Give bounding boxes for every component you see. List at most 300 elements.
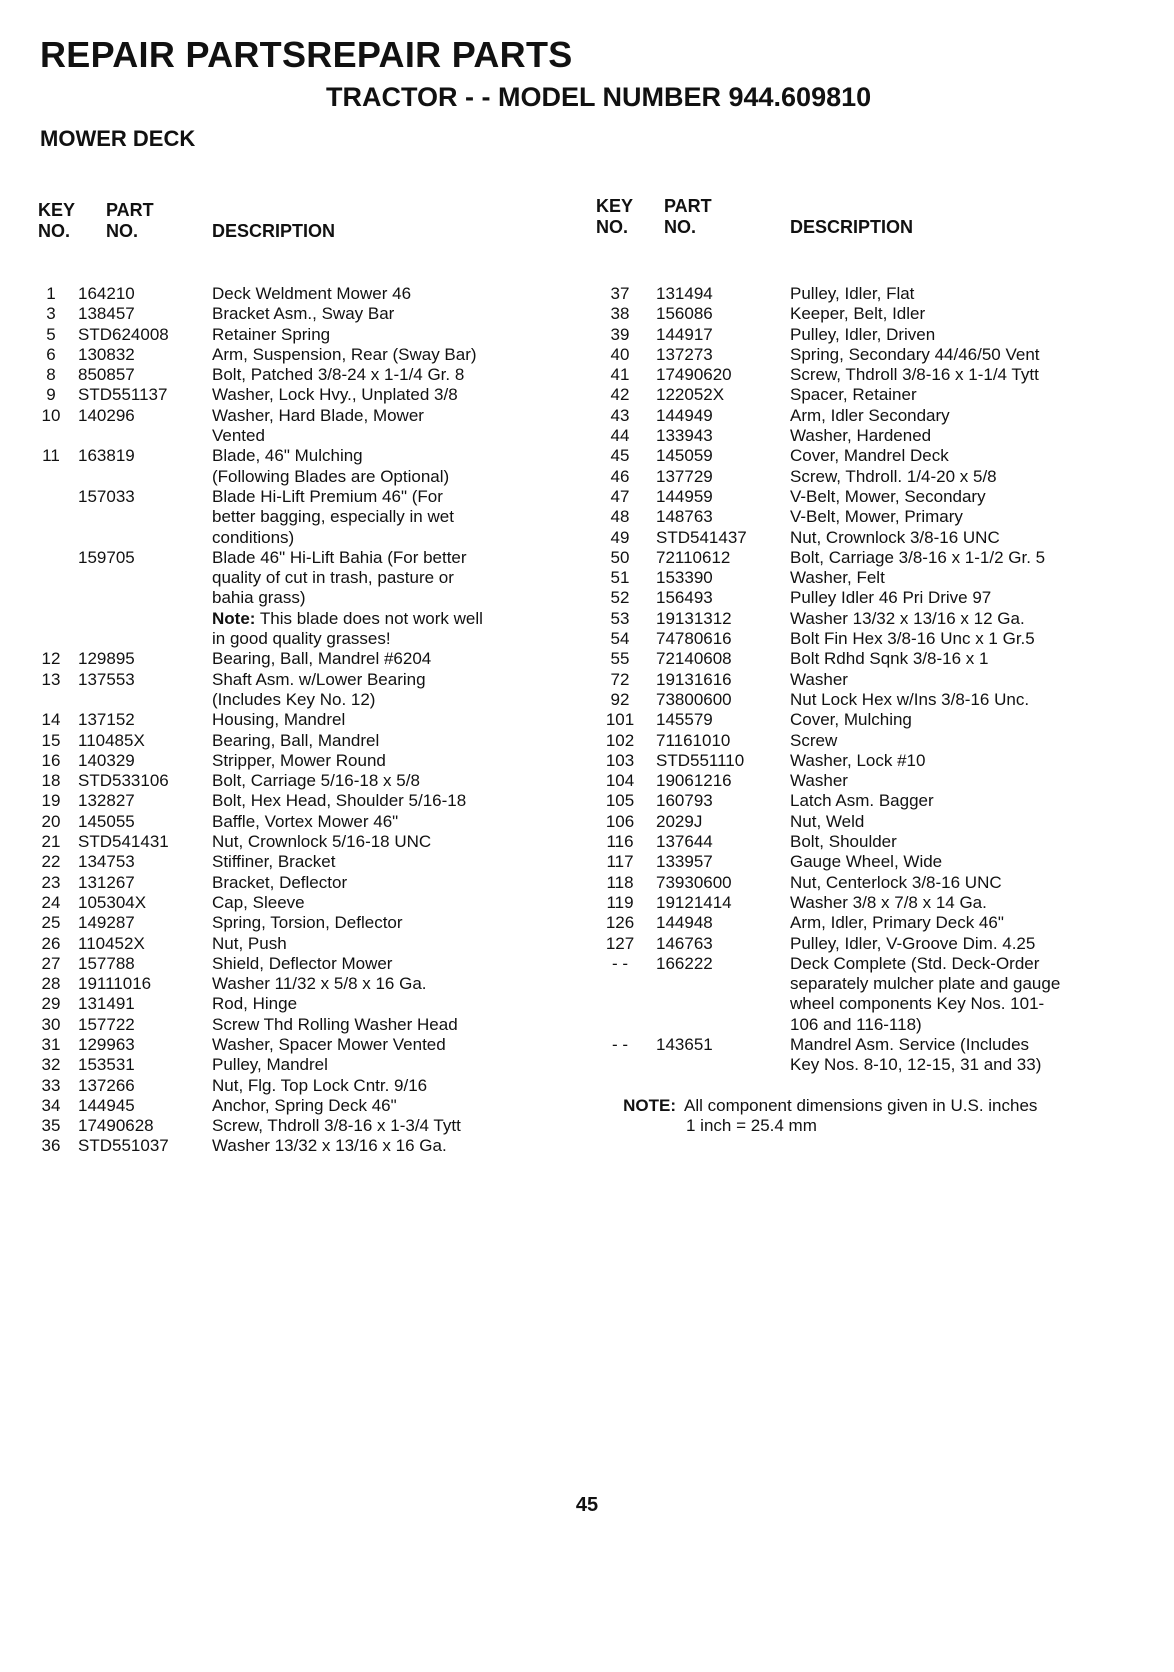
part-description: Screw <box>790 730 838 750</box>
part-number <box>68 690 212 710</box>
part-number: 72110612 <box>656 547 731 567</box>
note-line-2: 1 inch = 25.4 mm <box>686 1115 817 1135</box>
table-row <box>594 629 1154 649</box>
part-number: 143651 <box>656 1034 713 1054</box>
key-number: 29 <box>41 994 61 1014</box>
part-description: Arm, Idler Secondary <box>790 405 950 425</box>
table-row <box>594 284 1154 304</box>
part-description: wheel components Key Nos. 101- <box>790 994 1045 1014</box>
key-number: 16 <box>41 750 61 770</box>
part-number: 157033 <box>78 486 135 506</box>
key-number: 43 <box>610 405 630 425</box>
table-row <box>34 365 574 385</box>
part-description: Washer <box>790 669 848 689</box>
key-number <box>34 487 68 507</box>
part-description: Shaft Asm. w/Lower Bearing <box>212 669 426 689</box>
part-number: 105304X <box>78 892 147 912</box>
key-number: 45 <box>610 446 630 466</box>
part-number: STD541437 <box>656 527 747 547</box>
table-row <box>594 1035 1154 1055</box>
part-number: 153390 <box>656 568 713 588</box>
part-number: STD551037 <box>78 1136 169 1156</box>
key-number: 10 <box>41 405 61 425</box>
table-row <box>34 974 574 994</box>
part-number <box>646 974 790 994</box>
table-row <box>34 284 574 304</box>
part-number: 73930600 <box>656 872 732 892</box>
key-number: 46 <box>610 466 630 486</box>
table-row <box>34 1136 574 1156</box>
table-row <box>34 528 574 548</box>
key-number: 116 <box>606 832 634 852</box>
key-number <box>34 609 68 629</box>
part-header-line1: PART <box>106 200 154 220</box>
part-description: Washer, Hard Blade, Mower <box>212 405 424 425</box>
part-number: 146763 <box>656 933 713 953</box>
key-number <box>34 426 68 446</box>
part-number: 71161010 <box>656 730 731 750</box>
part-number: 156086 <box>656 304 713 324</box>
key-number: 54 <box>610 629 630 649</box>
table-row <box>594 812 1154 832</box>
page-title: REPAIR PARTSREPAIR PARTS <box>40 34 573 75</box>
part-number: 132827 <box>78 791 135 811</box>
table-row <box>594 913 1154 933</box>
table-row <box>594 852 1154 872</box>
key-number: 18 <box>41 771 61 791</box>
part-description: Bearing, Ball, Mandrel <box>212 730 380 750</box>
table-row <box>34 710 574 730</box>
part-number: 74780616 <box>656 629 732 649</box>
table-row <box>594 934 1154 954</box>
part-number: 19131616 <box>656 669 732 689</box>
key-number: 48 <box>610 507 630 527</box>
part-description: Pulley, Idler, Flat <box>790 284 915 303</box>
table-row <box>34 954 574 974</box>
part-number <box>68 629 212 649</box>
part-number: 850857 <box>78 365 135 385</box>
key-number <box>34 467 68 487</box>
part-number <box>68 588 212 608</box>
table-row <box>594 1015 1154 1035</box>
key-number: 53 <box>610 608 630 628</box>
part-number: 19121414 <box>656 892 732 912</box>
part-description: Bolt, Shoulder <box>790 832 897 852</box>
key-number: 25 <box>41 913 61 933</box>
table-row <box>34 406 574 426</box>
part-number <box>646 994 790 1014</box>
part-number: 131494 <box>656 284 713 303</box>
key-number: 31 <box>41 1034 61 1054</box>
part-header-line2: NO. <box>106 221 139 241</box>
part-description: Nut, Crownlock 3/8-16 UNC <box>790 527 1000 547</box>
key-number: 15 <box>41 730 61 750</box>
part-description: Washer 3/8 x 7/8 x 14 Ga. <box>790 892 987 912</box>
part-number <box>68 467 212 487</box>
part-description: separately mulcher plate and gauge <box>790 974 1061 994</box>
part-number: STD533106 <box>78 771 169 791</box>
note-line-1: All component dimensions given in U.S. inches <box>684 1095 1038 1115</box>
part-description: Screw, Thdroll. 1/4-20 x 5/8 <box>790 466 997 486</box>
table-row <box>34 1035 574 1055</box>
key-number: 102 <box>605 730 635 750</box>
part-description: bahia grass) <box>212 588 306 608</box>
key-number: 1 <box>46 284 56 303</box>
part-description: Nut, Push <box>212 933 287 953</box>
part-number: 137729 <box>656 466 713 486</box>
part-description: Cover, Mulching <box>790 710 912 730</box>
table-row <box>34 649 574 669</box>
part-description: Bolt Rdhd Sqnk 3/8-16 x 1 <box>790 649 989 669</box>
table-row <box>594 873 1154 893</box>
table-row <box>34 1015 574 1035</box>
key-number: 6 <box>46 344 56 364</box>
key-number: 20 <box>41 811 61 831</box>
part-description <box>212 609 574 629</box>
part-number <box>68 568 212 588</box>
part-description: Bolt, Hex Head, Shoulder 5/16-18 <box>212 791 467 811</box>
part-description: Deck Weldment Mower 46 <box>212 284 412 303</box>
part-number: 19111016 <box>78 974 152 994</box>
table-row <box>34 913 574 933</box>
table-row <box>34 1076 574 1096</box>
key-number <box>594 994 646 1014</box>
part-description: V-Belt, Mower, Secondary <box>790 486 986 506</box>
part-description: Spring, Secondary 44/46/50 Vent <box>790 344 1040 364</box>
part-description: Key Nos. 8-10, 12-15, 31 and 33) <box>790 1055 1042 1075</box>
table-row <box>594 609 1154 629</box>
part-description: Bolt Fin Hex 3/8-16 Unc x 1 Gr.5 <box>790 629 1035 649</box>
table-row <box>34 1055 574 1075</box>
section-title: MOWER DECK <box>40 126 196 151</box>
key-number: 38 <box>610 304 630 324</box>
key-number: 55 <box>610 649 630 669</box>
part-number: 144948 <box>656 913 713 933</box>
table-row <box>34 507 574 527</box>
key-number: 103 <box>605 750 635 770</box>
key-header-line2: NO. <box>38 221 71 241</box>
table-row <box>34 446 574 466</box>
part-number: 137152 <box>78 710 135 730</box>
part-description: Vented <box>212 426 265 446</box>
key-number: 47 <box>610 486 630 506</box>
key-number: 27 <box>41 953 61 973</box>
table-row <box>34 609 574 629</box>
part-description: Anchor, Spring Deck 46" <box>212 1095 397 1115</box>
note-text: This blade does not work well <box>255 608 483 628</box>
part-description: Nut, Weld <box>790 811 865 831</box>
note-body <box>684 1096 1037 1137</box>
part-number: 144959 <box>656 486 713 506</box>
part-number: 133957 <box>656 852 713 872</box>
key-number: 21 <box>41 832 61 852</box>
part-number: 145055 <box>78 811 135 831</box>
key-number: 92 <box>610 689 630 709</box>
part-number: STD541431 <box>78 832 169 852</box>
key-header-line1: KEY <box>596 196 634 216</box>
key-number: 9 <box>46 385 56 405</box>
key-number: 23 <box>41 872 61 892</box>
table-row <box>594 670 1154 690</box>
table-row <box>34 771 574 791</box>
part-number: 2029J <box>656 811 703 831</box>
part-description: Pulley, Idler, Driven <box>790 324 936 344</box>
part-description: Bracket, Deflector <box>212 872 348 892</box>
key-number <box>34 507 68 527</box>
key-number: 119 <box>606 892 634 912</box>
model-number-title: TRACTOR - - MODEL NUMBER 944.609810 <box>326 82 872 112</box>
part-description: 106 and 116-118) <box>790 1014 922 1034</box>
key-number: 22 <box>41 852 61 872</box>
part-description: Mandrel Asm. Service (Includes <box>790 1034 1030 1054</box>
key-number: 13 <box>41 669 61 689</box>
part-number: 17490628 <box>78 1116 154 1136</box>
table-row <box>34 873 574 893</box>
part-number: 153531 <box>78 1055 135 1075</box>
part-number: 134753 <box>78 852 135 872</box>
part-number: 122052X <box>656 385 725 405</box>
key-number: 19 <box>41 791 61 811</box>
key-number: 35 <box>41 1116 61 1136</box>
part-description: Retainer Spring <box>212 324 331 344</box>
table-row <box>594 791 1154 811</box>
part-description: Blade Hi-Lift Premium 46" (For <box>212 486 443 506</box>
key-number: 126 <box>605 913 635 933</box>
part-description: (Following Blades are Optional) <box>212 466 450 486</box>
key-number: 3 <box>46 304 56 324</box>
key-number: 105 <box>605 791 635 811</box>
key-number <box>34 568 68 588</box>
column-headers-left <box>34 200 574 250</box>
key-number: 33 <box>41 1075 61 1095</box>
key-number: 44 <box>610 426 630 446</box>
key-number: 127 <box>605 933 635 953</box>
part-number: STD551110 <box>656 750 745 770</box>
part-number: 19061216 <box>656 771 732 791</box>
key-number: 50 <box>610 547 630 567</box>
key-number: 40 <box>610 344 630 364</box>
table-row <box>594 446 1154 466</box>
table-row <box>34 467 574 487</box>
part-number: 144949 <box>656 405 713 425</box>
table-row <box>34 1116 574 1136</box>
key-number <box>34 528 68 548</box>
key-number <box>594 974 646 994</box>
part-description: Nut Lock Hex w/Ins 3/8-16 Unc. <box>790 689 1030 709</box>
table-row <box>594 731 1154 751</box>
part-description: Cap, Sleeve <box>212 892 305 912</box>
key-header-line2: NO. <box>596 217 629 237</box>
part-number: 148763 <box>656 507 713 527</box>
part-number: 131267 <box>78 872 135 892</box>
key-number <box>34 629 68 649</box>
table-row <box>34 487 574 507</box>
page-number: 45 <box>575 1494 599 1516</box>
part-number: 156493 <box>656 588 713 608</box>
table-row <box>34 548 574 568</box>
part-number: 144945 <box>78 1095 135 1115</box>
part-description: Stiffiner, Bracket <box>212 852 336 872</box>
part-description: Pulley Idler 46 Pri Drive 97 <box>790 588 992 608</box>
part-number: 160793 <box>656 791 713 811</box>
part-number: 157788 <box>78 953 135 973</box>
key-number <box>594 1015 646 1035</box>
part-description: Keeper, Belt, Idler <box>790 304 926 324</box>
table-row <box>34 1096 574 1116</box>
part-number: 149287 <box>78 913 135 933</box>
part-description: Pulley, Mandrel <box>212 1055 328 1075</box>
key-number <box>34 548 68 568</box>
key-number: 14 <box>41 710 61 730</box>
part-description: Bolt, Patched 3/8-24 x 1-1/4 Gr. 8 <box>212 365 465 385</box>
part-number: 137273 <box>656 344 713 364</box>
key-header-line1: KEY <box>38 200 76 220</box>
part-number: 138457 <box>78 304 135 324</box>
part-description: Washer 13/32 x 13/16 x 16 Ga. <box>212 1136 447 1156</box>
part-description: (Includes Key No. 12) <box>212 689 376 709</box>
part-description: Washer 13/32 x 13/16 x 12 Ga. <box>790 608 1025 628</box>
table-row <box>594 771 1154 791</box>
part-number: 157722 <box>78 1014 135 1034</box>
part-number: 159705 <box>78 547 135 567</box>
note-label: NOTE: <box>623 1095 676 1115</box>
table-row <box>594 832 1154 852</box>
part-number: 73800600 <box>656 689 732 709</box>
key-number: 11 <box>42 446 60 466</box>
key-number: 28 <box>41 974 61 994</box>
part-header-line2: NO. <box>664 217 697 237</box>
part-number: 129895 <box>78 649 135 669</box>
column-headers-right <box>594 196 1154 250</box>
part-number: 110452X <box>78 933 145 953</box>
table-row <box>34 629 574 649</box>
key-number: 52 <box>610 588 630 608</box>
table-row <box>594 385 1154 405</box>
parts-list-left <box>34 200 574 1156</box>
key-number: 106 <box>605 811 635 831</box>
part-description: Washer, Lock Hvy., Unplated 3/8 <box>212 385 458 405</box>
table-row <box>594 548 1154 568</box>
key-number: - - <box>611 1034 629 1054</box>
part-number: 137266 <box>78 1075 135 1095</box>
part-description: Washer <box>790 771 848 791</box>
part-description: Bracket Asm., Sway Bar <box>212 304 395 324</box>
part-number: STD624008 <box>78 324 169 344</box>
part-description: Washer, Hardened <box>790 426 932 446</box>
table-row <box>34 832 574 852</box>
note-label: Note: <box>212 608 256 628</box>
part-description: Blade, 46" Mulching <box>212 446 363 466</box>
part-number: 131491 <box>78 994 135 1014</box>
table-row <box>34 670 574 690</box>
part-description: Deck Complete (Std. Deck-Order <box>790 953 1040 973</box>
part-number: 110485X <box>78 730 145 750</box>
key-number: 117 <box>606 852 634 872</box>
table-row <box>594 507 1154 527</box>
parts-rows-left <box>34 284 574 1157</box>
key-number: 104 <box>605 771 635 791</box>
table-row <box>594 751 1154 771</box>
part-description: Cover, Mandrel Deck <box>790 446 949 466</box>
part-description: Spacer, Retainer <box>790 385 917 405</box>
part-number: 140296 <box>78 405 135 425</box>
table-row <box>594 710 1154 730</box>
key-number <box>594 1055 646 1075</box>
parts-rows-right <box>594 284 1154 1136</box>
part-description: Washer, Felt <box>790 568 885 588</box>
part-description: Spring, Torsion, Deflector <box>212 913 403 933</box>
table-row <box>34 690 574 710</box>
key-number: 72 <box>610 669 630 689</box>
table-row <box>594 304 1154 324</box>
part-description: Screw, Thdroll 3/8-16 x 1-3/4 Tytt <box>212 1116 461 1136</box>
part-number: 133943 <box>656 426 713 446</box>
key-number: 42 <box>610 385 630 405</box>
key-number: 5 <box>46 324 56 344</box>
part-number: 137644 <box>656 832 713 852</box>
table-row <box>594 406 1154 426</box>
part-number: 129963 <box>78 1034 135 1054</box>
part-number: 145059 <box>656 446 713 466</box>
key-number: - - <box>611 953 629 973</box>
part-description: Gauge Wheel, Wide <box>790 852 943 872</box>
table-row <box>594 528 1154 548</box>
table-row <box>34 426 574 446</box>
part-description: better bagging, especially in wet <box>212 507 454 527</box>
table-row <box>594 345 1154 365</box>
part-header-line1: PART <box>664 196 712 216</box>
key-number <box>34 690 68 710</box>
part-description: Stripper, Mower Round <box>212 750 386 770</box>
part-description: Blade 46" Hi-Lift Bahia (For better <box>212 547 467 567</box>
part-number: 140329 <box>78 750 135 770</box>
table-row <box>594 325 1154 345</box>
part-description: quality of cut in trash, pasture or <box>212 568 454 588</box>
part-number: 17490620 <box>656 365 732 385</box>
table-row <box>594 426 1154 446</box>
part-description: Bolt, Carriage 3/8-16 x 1-1/2 Gr. 5 <box>790 547 1046 567</box>
part-number: 72140608 <box>656 649 732 669</box>
part-number <box>646 1015 790 1035</box>
key-number: 51 <box>610 568 630 588</box>
table-row <box>34 994 574 1014</box>
table-row <box>34 304 574 324</box>
part-description: Nut, Crownlock 5/16-18 UNC <box>212 832 432 852</box>
key-number: 101 <box>605 710 635 730</box>
table-row <box>34 385 574 405</box>
part-description: Screw Thd Rolling Washer Head <box>212 1014 458 1034</box>
key-number: 36 <box>41 1136 61 1156</box>
key-number: 39 <box>610 324 630 344</box>
table-row <box>594 588 1154 608</box>
part-number: 164210 <box>78 284 135 303</box>
key-number: 32 <box>41 1055 61 1075</box>
part-number: 130832 <box>78 344 135 364</box>
table-row <box>34 731 574 751</box>
table-row <box>34 588 574 608</box>
key-number: 30 <box>41 1014 61 1034</box>
part-description: Washer, Lock #10 <box>790 750 926 770</box>
part-description: V-Belt, Mower, Primary <box>790 507 963 527</box>
part-description: Housing, Mandrel <box>212 710 346 730</box>
table-row <box>594 365 1154 385</box>
table-row <box>594 649 1154 669</box>
part-number: 144917 <box>656 324 713 344</box>
part-description: Nut, Flg. Top Lock Cntr. 9/16 <box>212 1075 428 1095</box>
key-number <box>34 588 68 608</box>
table-row <box>594 568 1154 588</box>
table-row <box>34 751 574 771</box>
